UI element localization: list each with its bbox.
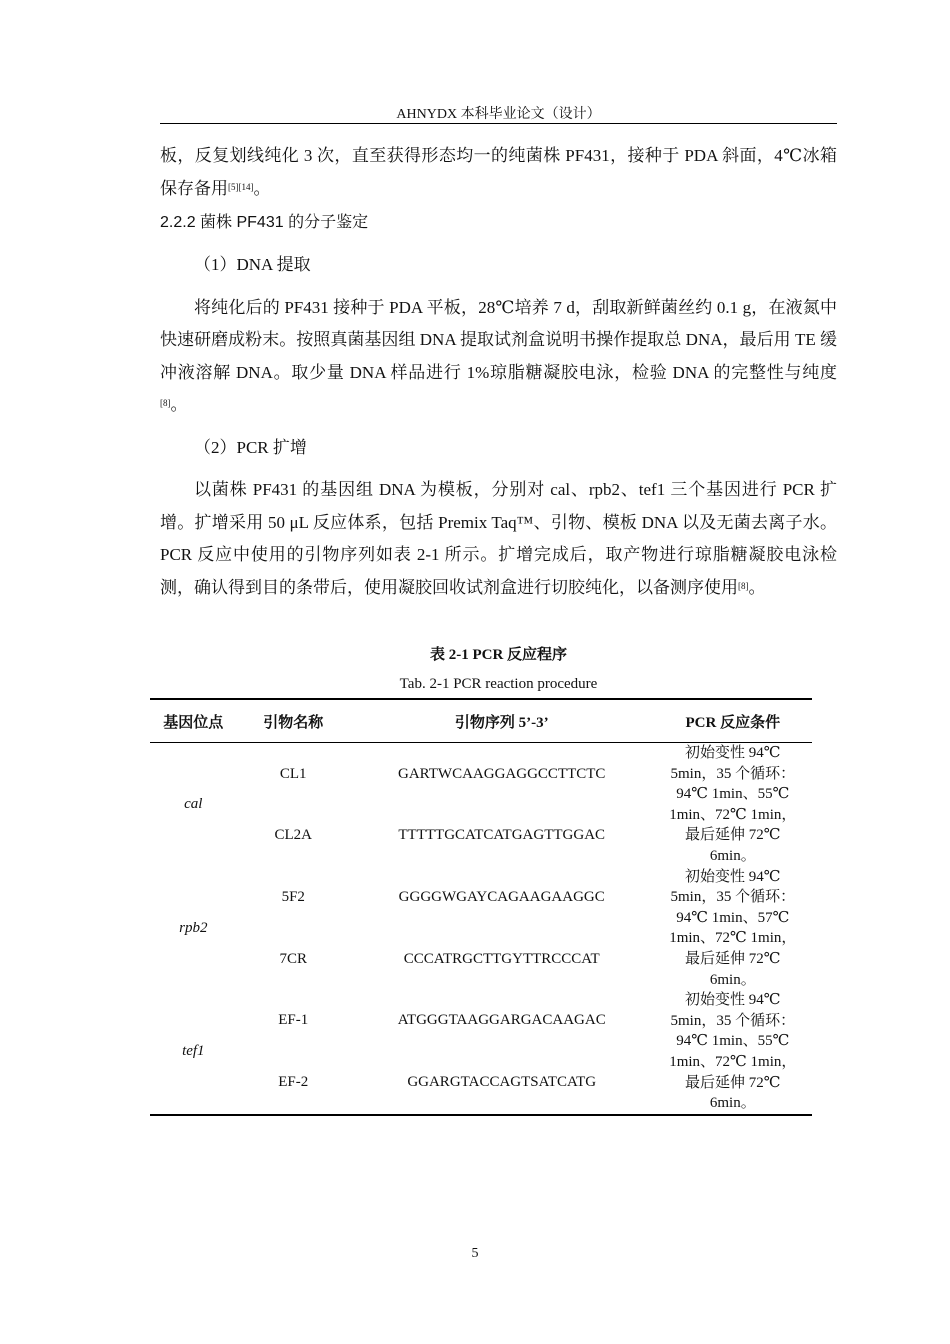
gene-cell: tef1 <box>150 990 237 1115</box>
col-header-conditions: PCR 反应条件 <box>654 699 812 743</box>
condition-line: 初始变性 94℃ <box>685 745 781 761</box>
page-number: 5 <box>471 1246 479 1261</box>
condition-cell <box>654 743 812 867</box>
condition-line: 5min，35 个循环： <box>670 1012 796 1029</box>
table-row <box>150 990 812 1051</box>
col-header-sequence: 引物序列 5’-3’ <box>350 699 654 743</box>
citation-ref: [8] <box>738 580 749 591</box>
citation-ref: [8] <box>160 398 171 408</box>
pcr-table <box>150 698 812 1116</box>
paragraph-end: 。 <box>253 178 271 198</box>
primer-seq: GGARGTACCAGTSATCATG <box>350 1051 654 1115</box>
paragraph-pcr <box>160 474 837 604</box>
header-rule <box>160 123 837 124</box>
table-caption-cn: 表 2-1 PCR 反应程序 <box>429 647 568 663</box>
col-header-primer: 引物名称 <box>237 699 350 743</box>
gene-cell: cal <box>184 796 203 813</box>
paragraph-text: 将纯化后的 PF431 接种于 PDA 平板，28℃培养 7 d，刮取新鲜菌丝约 0.1 g，在液氮中快速研磨成粉末。按照真菌基因组 DNA 提取试剂盒说明书操作提取总 DNA，最后用 TE 缓冲液溶解 DNA。取少量 DNA 样品进行 1%琼脂糖凝胶电泳，检验 DNA 的完整性与纯度 <box>160 297 837 382</box>
condition-line: 5min，35 个循环： <box>670 889 796 906</box>
condition-line: 初始变性 94℃ <box>685 992 781 1009</box>
primer-name: EF-1 <box>278 1011 309 1028</box>
primer-name: CL1 <box>279 765 307 782</box>
primer-name: 5F2 <box>281 888 305 905</box>
primer-seq: ATGGGTAAGGARGACAAGAC <box>397 1011 606 1028</box>
paragraph-end: 。 <box>170 395 188 414</box>
section-heading: 2.2.2 菌株 PF431 的分子鉴定 <box>160 214 369 231</box>
subheading-pcr: （2）PCR 扩增 <box>194 437 307 457</box>
condition-cell <box>654 867 812 991</box>
condition-line: 初始变性 94℃ <box>685 868 781 885</box>
condition-line: 6min。 <box>709 847 756 864</box>
primer-seq: GARTWCAAGGAGGCCTTCTC <box>398 765 606 782</box>
table-header-row <box>150 699 812 743</box>
condition-line: 6min。 <box>709 1095 756 1112</box>
paragraph-continuation <box>160 140 837 205</box>
table-caption-en: Tab. 2-1 PCR reaction procedure <box>399 676 598 692</box>
citation-ref: [5][14] <box>228 181 254 192</box>
running-header: AHNYDX 本科毕业论文（设计） <box>396 107 601 122</box>
primer-seq: GGGGWGAYCAGAAGAAGGC <box>398 888 605 905</box>
condition-line: 1min、72℃ 1min， <box>669 1053 797 1070</box>
primer-name: CL2A <box>274 827 312 844</box>
paragraph-text: 板，反复划线纯化 3 次，直至获得形态均一的纯菌株 PF431，接种于 PDA 斜面，4℃冰箱保存备用 <box>160 146 837 198</box>
paragraph-dna-extraction <box>160 292 837 422</box>
col-header-gene: 基因位点 <box>150 699 237 743</box>
condition-line: 1min、72℃ 1min， <box>669 806 797 823</box>
body-text <box>160 140 837 604</box>
condition-line: 最后延伸 72℃ <box>685 1074 781 1091</box>
condition-line: 最后延伸 72℃ <box>685 950 781 967</box>
primer-seq: CCCATRGCTTGYTTRCCCAT <box>403 950 600 967</box>
paragraph-end: 。 <box>748 577 766 597</box>
condition-line: 94℃ 1min、55℃ <box>676 786 790 803</box>
paragraph-text: 以菌株 PF431 的基因组 DNA 为模板，分别对 cal、rpb2、tef1 三个基因进行 PCR 扩增。扩增采用 50 μL 反应体系，包括 Premix Taq™、引物、模板 DNA 以及无菌去离子水。PCR 反应中使用的引物序列如表 2-1 所示。扩增完成后，取产物进行琼脂糖凝胶电泳检测，确认得到目的条带后，使用凝胶回收试剂盒进行切胶纯化，以备测序使用 <box>160 480 837 597</box>
condition-line: 6min。 <box>709 971 756 988</box>
condition-line: 94℃ 1min、57℃ <box>676 909 790 926</box>
table-row <box>150 743 812 806</box>
primer-seq: TTTTTGCATCATGAGTTGGAC <box>398 827 606 844</box>
primer-name: 7CR <box>279 950 307 967</box>
table-row <box>150 867 812 929</box>
condition-line: 5min，35 个循环： <box>670 765 796 782</box>
condition-cell <box>654 990 812 1115</box>
subheading-dna-extraction: （1）DNA 提取 <box>194 255 311 274</box>
condition-line: 最后延伸 72℃ <box>685 827 781 844</box>
condition-line: 1min、72℃ 1min， <box>669 930 797 947</box>
primer-name: EF-2 <box>237 1051 350 1115</box>
gene-cell: rpb2 <box>179 919 208 936</box>
condition-line: 94℃ 1min、55℃ <box>676 1033 790 1050</box>
